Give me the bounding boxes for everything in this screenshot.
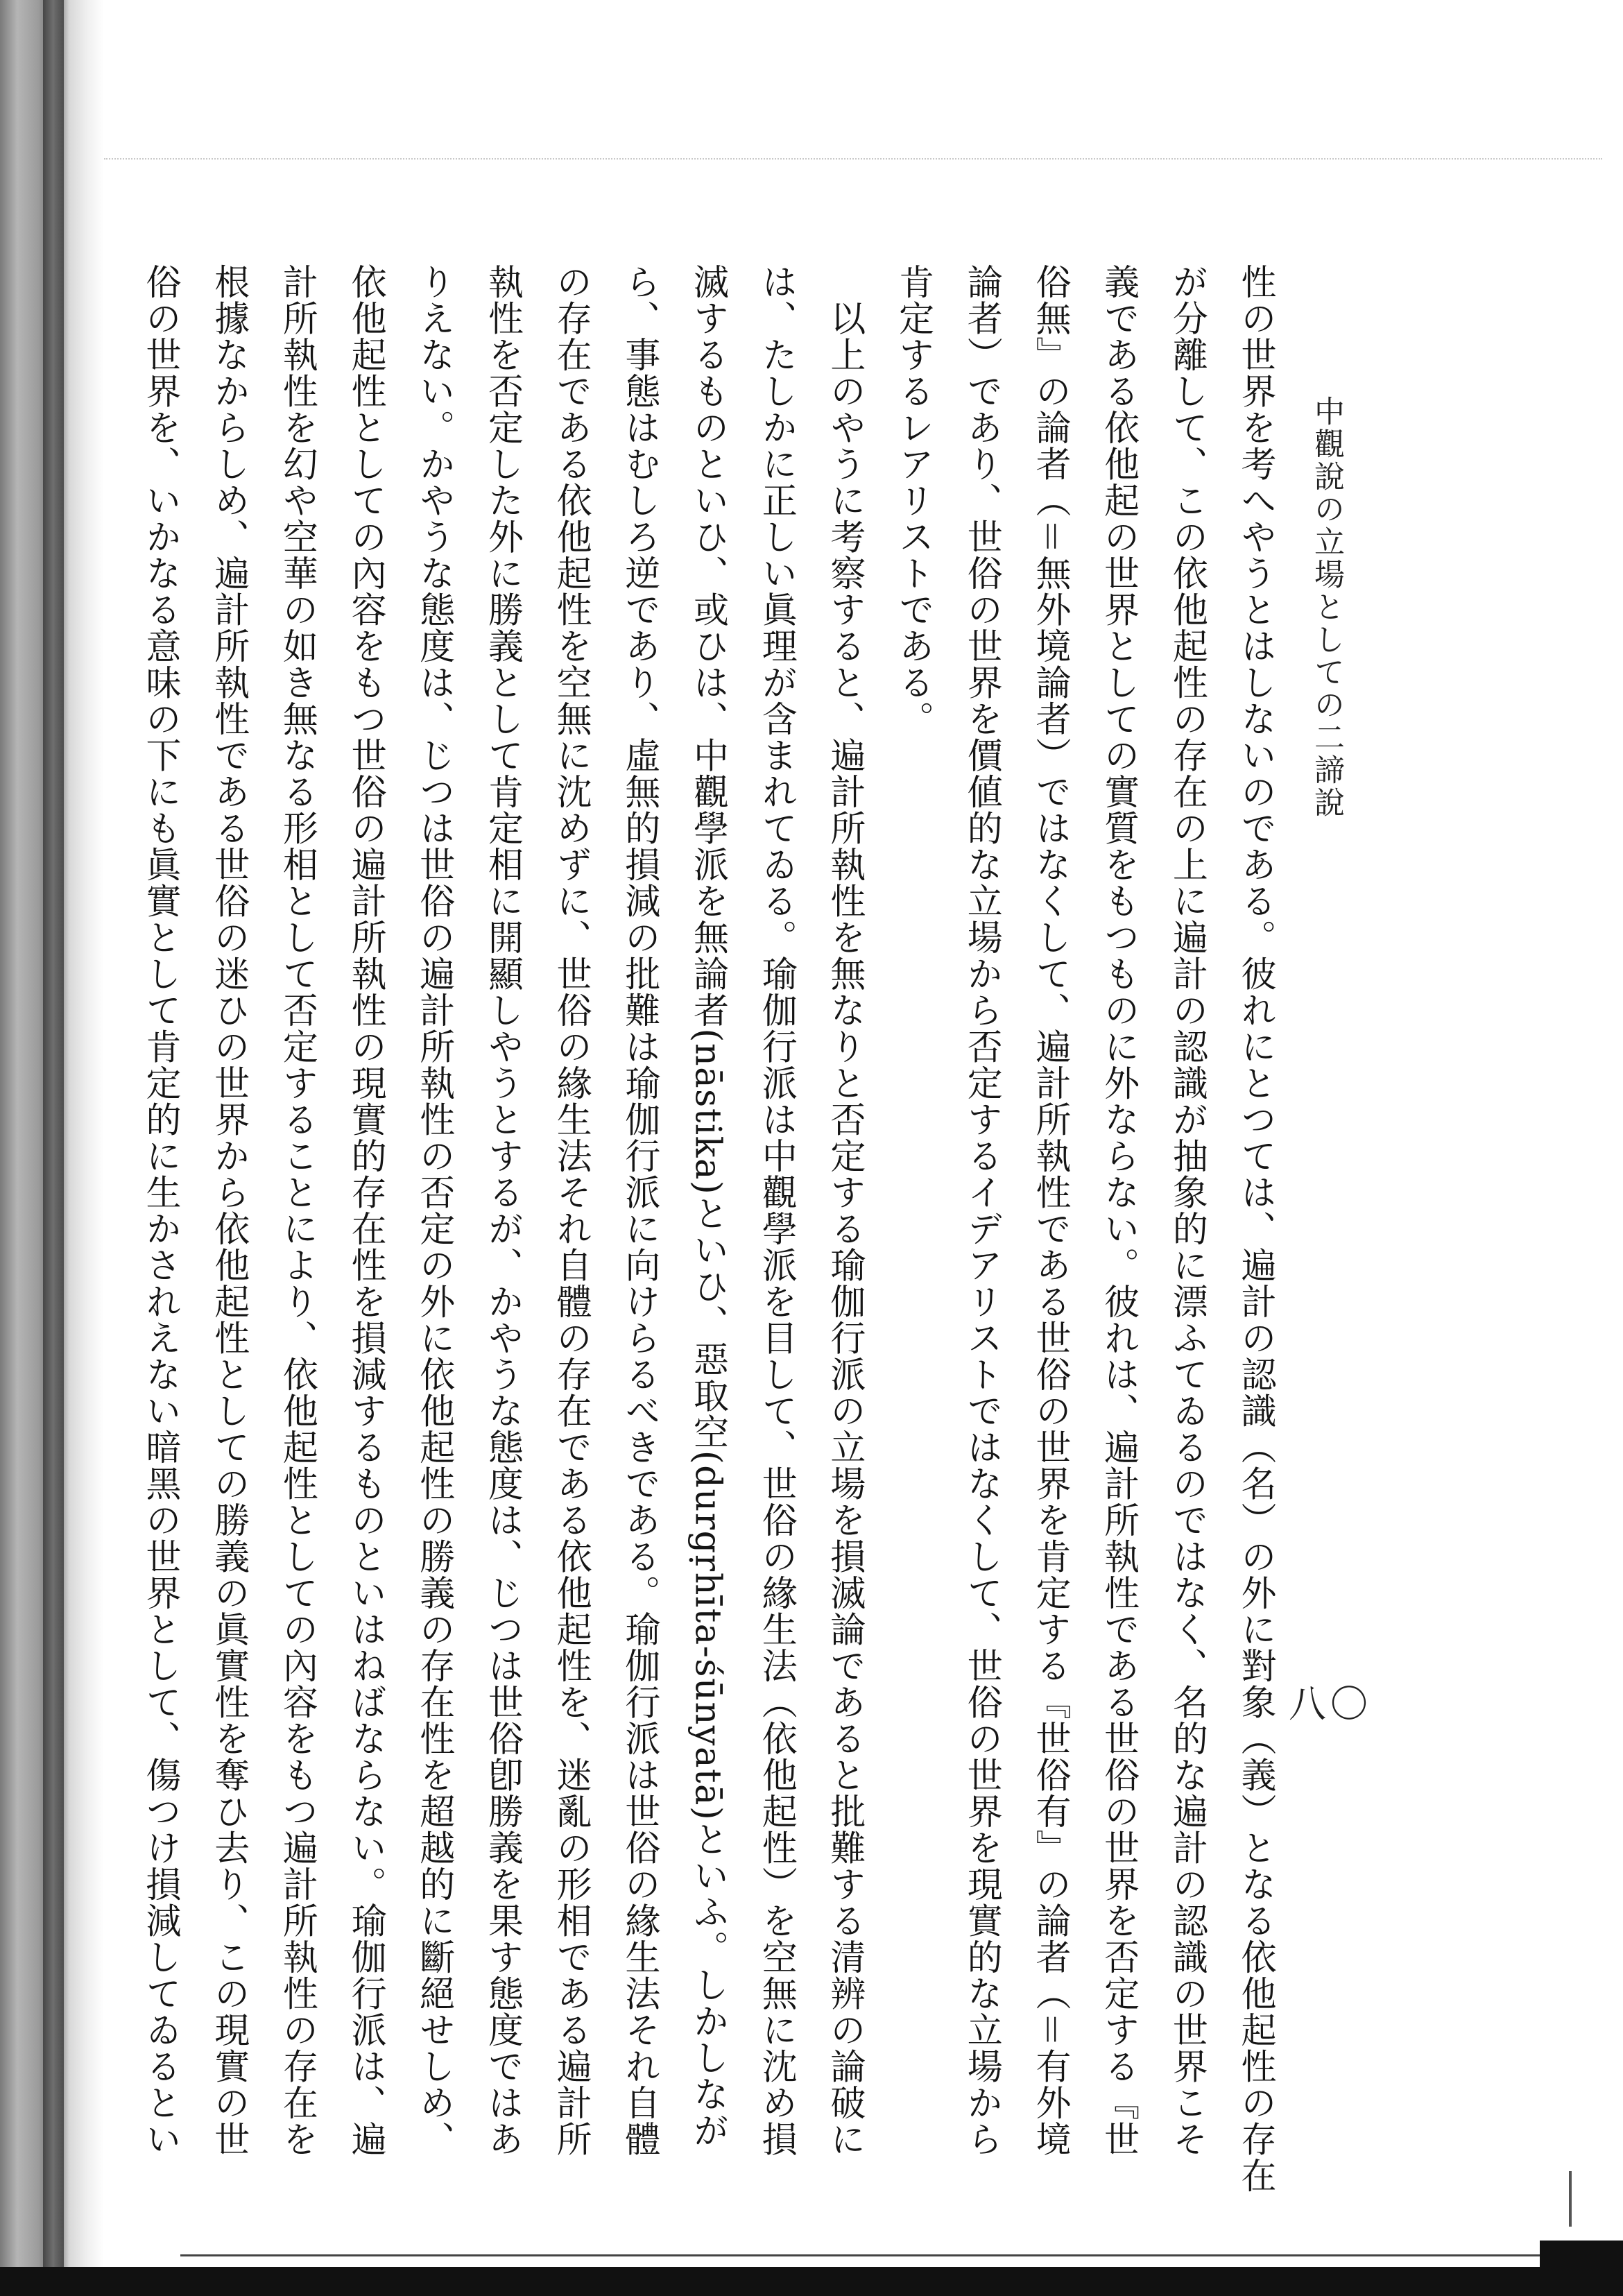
text-line-14: 依他起性としての內容をもつ世俗の遍計所執性の現實的存在性を損減するものといはねばならない。瑜伽行派は、遍 [345, 264, 386, 2157]
text-line-12: 執性を否定した外に勝義として肯定相に開顯しやうとするが、かやうな態度は、じつは世俗卽勝義を果す態度ではあ [481, 264, 523, 2157]
page-number: 八〇 [1289, 1682, 1372, 1726]
text-line-11: の存在である依他起性を空無に沈めずに、世俗の緣生法それ自體の存在である依他起性を、迷亂の形相である遍計所 [550, 264, 592, 2157]
text-line-10: ら、事態はむしろ逆であり、虛無的損減の批難は瑜伽行派に向けらるべきである。瑜伽行派は世俗の緣生法それ自體 [618, 264, 660, 2157]
body-text [139, 264, 1276, 2194]
running-title: 中觀說の立場としての二諦說 [1309, 395, 1344, 819]
scan-bottom-line [180, 2254, 1568, 2256]
text-line-13: りえない。かやうな態度は、じつは世俗の遍計所執性の否定の外に依他起性の勝義の存在性を超越的に斷絕せしめ、 [413, 264, 454, 2157]
scan-top-rule [104, 158, 1602, 160]
text-line-3: 義である依他起の世界としての實質をもつものに外ならない。彼れは、遍計所執性である世俗の世界を否定する『世 [1097, 264, 1139, 2157]
text-line-5: 論者）であり、世俗の世界を價値的な立場から否定するイデアリストではなくして、世俗の世界を現實的な立場から [961, 264, 1002, 2157]
text-line-6: 肯定するレアリストである。 [892, 264, 934, 737]
text-line-7: 以上のやうに考察すると、遍計所執性を無なりと否定する瑜伽行派の立場を損滅論であると批難する清辨の論破に [823, 264, 865, 2157]
scan-binding-edge [43, 0, 64, 2296]
text-line-9: 滅するものといひ、或ひは、中觀學派を無論者(nāstika)といひ、惡取空(durgṛhīta-śūnyatā)といふ。しかしなが [687, 264, 728, 2149]
text-line-15: 計所執性を幻や空華の如き無なる形相として否定することにより、依他起性としての內容をもつ遍計所執性の存在を [276, 264, 318, 2157]
text-line-8: は、たしかに正しい眞理が含まれてゐる。瑜伽行派は中觀學派を目して、世俗の緣生法（依他起性）を空無に沈め損 [755, 264, 797, 2157]
text-line-1: 性の世界を考へやうとはしないのである。彼れにとつては、遍計の認識（名）の外に對象（義）となる依他起性の存在 [1235, 264, 1276, 2194]
text-line-17: 俗の世界を、いかなる意味の下にも眞實として肯定的に生かされえない暗黑の世界として、傷つけ損減してゐるとい [139, 264, 180, 2157]
scan-bottom-edge [0, 2267, 1623, 2296]
text-line-2: が分離して、この依他起性の存在の上に遍計の認識が抽象的に漂ふてゐるのではなく、名的な遍計の認識の世界こそ [1166, 264, 1208, 2157]
scan-margin-mark [1569, 2171, 1572, 2227]
text-line-16: 根據なからしめ、遍計所執性である世俗の迷ひの世界から依他起性としての勝義の眞實性を奪ひ去り、この現實の世 [207, 264, 249, 2157]
text-line-4: 俗無』の論者（＝無外境論者）ではなくして、遍計所執性である世俗の世界を肯定する『世俗有』の論者（＝有外境 [1029, 264, 1070, 2157]
